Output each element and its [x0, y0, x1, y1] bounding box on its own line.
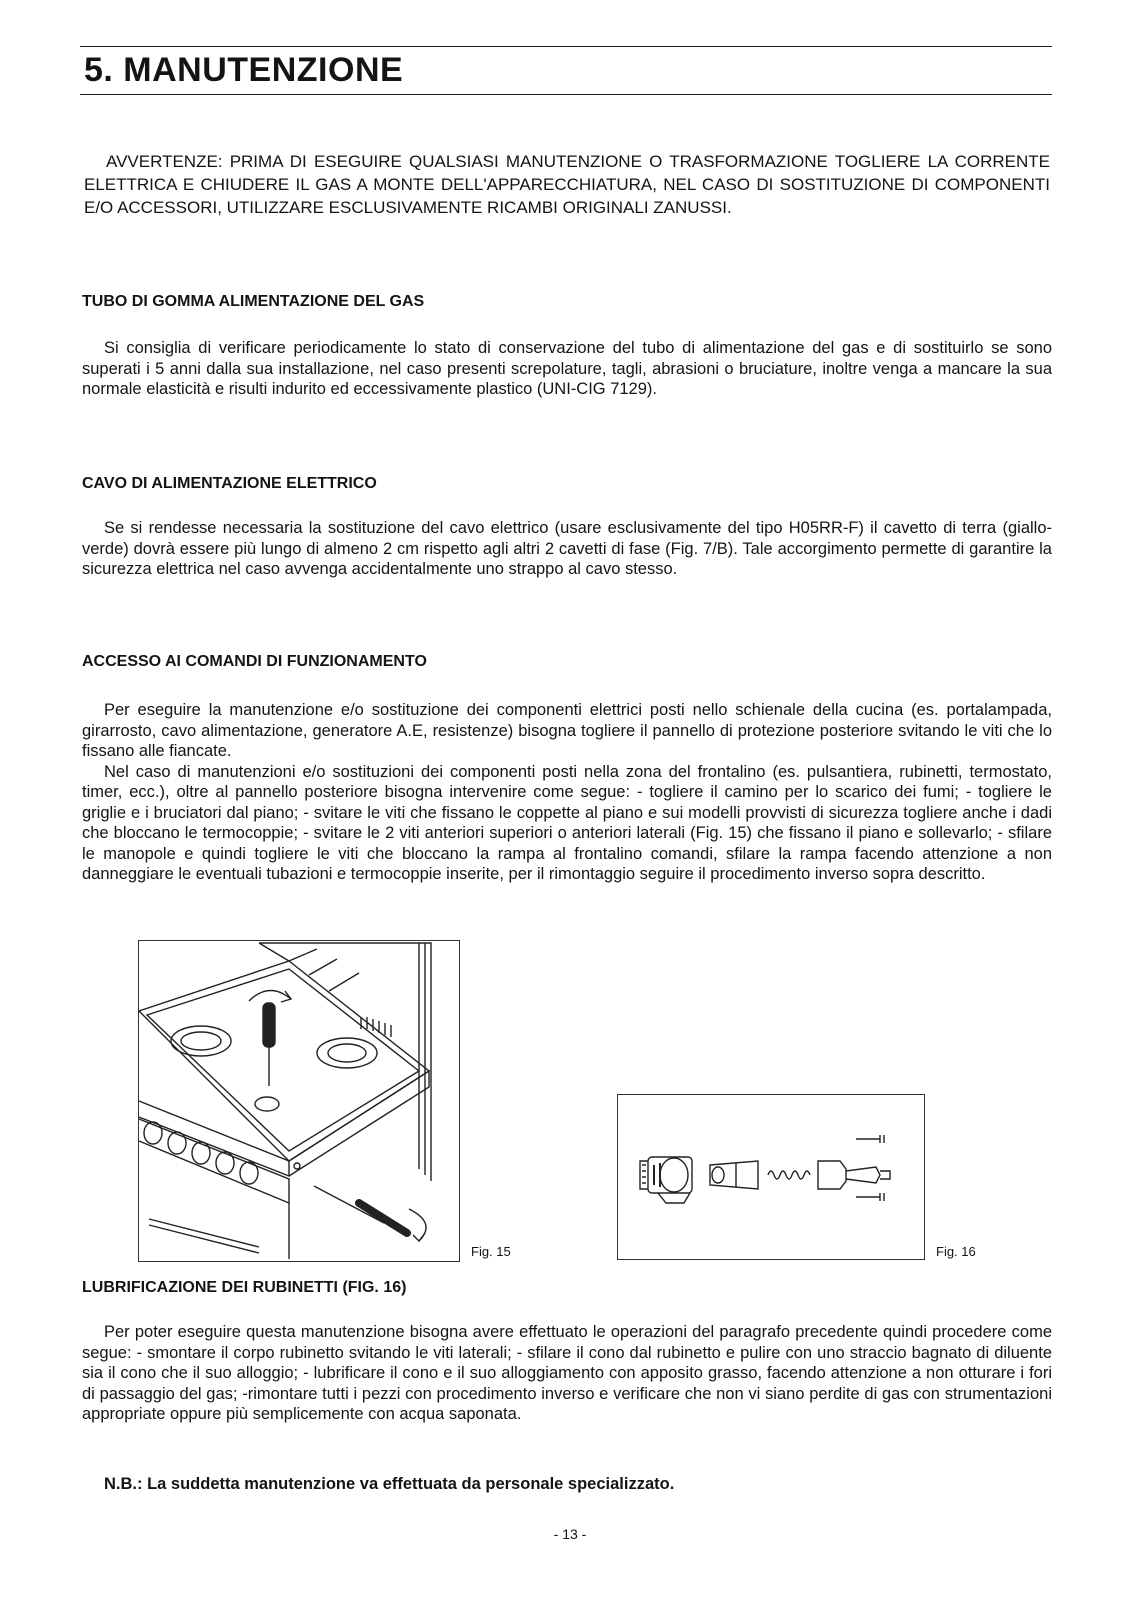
title-underline: [80, 94, 1052, 95]
figure-16: [617, 1094, 925, 1260]
section-body-gas-hose: [82, 338, 1052, 400]
paragraph: Per eseguire la manutenzione e/o sostituzione dei componenti elettrici posti nello schienale della cucina (es. portalampada, girarrosto, cavo alimentazione, generatore A.E, resistenze) bisogna togliere il pannello di protezione posteriore svitando le viti che lo fissano alle fiancate.: [82, 701, 1052, 760]
section-body-controls-access: [82, 700, 1052, 885]
warning-notice: AVVERTENZE: PRIMA DI ESEGUIRE QUALSIASI MANUTENZIONE O TRASFORMAZIONE TOGLIERE LA CORRENTE ELETTRICA E CHIUDERE IL GAS A MONTE DELL'APPARECCHIATURA, NEL CASO DI SOSTITUZIONE DI COMPONENTI E/O ACCESSORI, UTILIZZARE ESCLUSIVAMENTE RICAMBI ORIGINALI ZANUSSI.: [84, 152, 1050, 217]
section-heading-controls-access: ACCESSO AI COMANDI DI FUNZIONAMENTO: [82, 653, 427, 670]
page-title: 5. MANUTENZIONE: [84, 51, 404, 89]
paragraph: Si consiglia di verificare periodicamente lo stato di conservazione del tubo di alimentazione del gas e di sostituirlo se sono superati i 5 anni dalla sua installazione, nel caso presenti screpolature, tagli, abrasioni o bruciature, inoltre venga a mancare la sua normale elasticità e risulti indurito ed eccessivamente plastico (UNI-CIG 7129).: [82, 339, 1052, 398]
top-rule: [80, 46, 1052, 47]
section-heading-gas-hose: TUBO DI GOMMA ALIMENTAZIONE DEL GAS: [82, 293, 425, 310]
gas-tap-exploded-illustration-icon: [618, 1095, 924, 1259]
cooker-screwdriver-illustration-icon: [139, 941, 459, 1261]
specialist-note: N.B.: La suddetta manutenzione va effettuata da personale specializzato.: [104, 1475, 675, 1493]
figure-16-caption: Fig. 16: [936, 1244, 976, 1259]
section-heading-power-cable: CAVO DI ALIMENTAZIONE ELETTRICO: [82, 475, 377, 492]
figure-15-caption: Fig. 15: [471, 1244, 511, 1259]
paragraph: Per poter eseguire questa manutenzione bisogna avere effettuato le operazioni del paragrafo precedente quindi procedere come segue: - smontare il corpo rubinetto svitando le viti laterali; - sfilare il cono dal rubinetto e pulire con uno straccio bagnato di diluente sia il cono che il suo alloggio; - lubrificare il cono e il suo alloggiamento con apposito grasso, facendo attenzione a non otturare i fori di passaggio del gas; -rimontare tutti i pezzi con procedimento inverso e verificare che non vi siano perdite di gas con strumentazioni appropriate oppure più semplicemente con acqua saponata.: [82, 1323, 1052, 1423]
page-number: - 13 -: [553, 1526, 587, 1542]
paragraph: Se si rendesse necessaria la sostituzione del cavo elettrico (usare esclusivamente del tipo H05RR-F) il cavetto di terra (giallo-verde) dovrà essere più lungo di almeno 2 cm rispetto agli altri 2 cavetti di fase (Fig. 7/B). Tale accorgimento permette di garantire la sicurezza elettrica nel caso avvenga accidentalmente uno strappo al cavo stesso.: [82, 519, 1052, 578]
section-body-lubrication: [82, 1322, 1052, 1425]
paragraph: Nel caso di manutenzioni e/o sostituzioni dei componenti posti nella zona del frontalino (es. pulsantiera, rubinetti, termostato, timer, ecc.), oltre al pannello posteriore bisogna intervenire come segue: - togliere il camino per lo scarico dei fumi; - togliere le griglie e i bruciatori dal piano; - svitare le viti che fissano le coppette al piano e sui modelli provvisti di sicurezza togliere anche i dadi che bloccano le termocoppie; - svitare le 2 viti anteriori superiori o anteriori laterali (Fig. 15) che fissano il piano e sollevarlo; - sfilare le manopole e quindi togliere le viti che bloccano la rampa al frontalino comandi, sfilare la rampa facendo attenzione a non danneggiare le eventuali tubazioni e termocoppie inserite, per il rimontaggio seguire il procedimento inverso sopra descritto.: [82, 762, 1052, 883]
section-body-power-cable: [82, 518, 1052, 580]
section-heading-lubrication: LUBRIFICAZIONE DEI RUBINETTI (FIG. 16): [82, 1279, 407, 1296]
figure-15: [138, 940, 460, 1262]
